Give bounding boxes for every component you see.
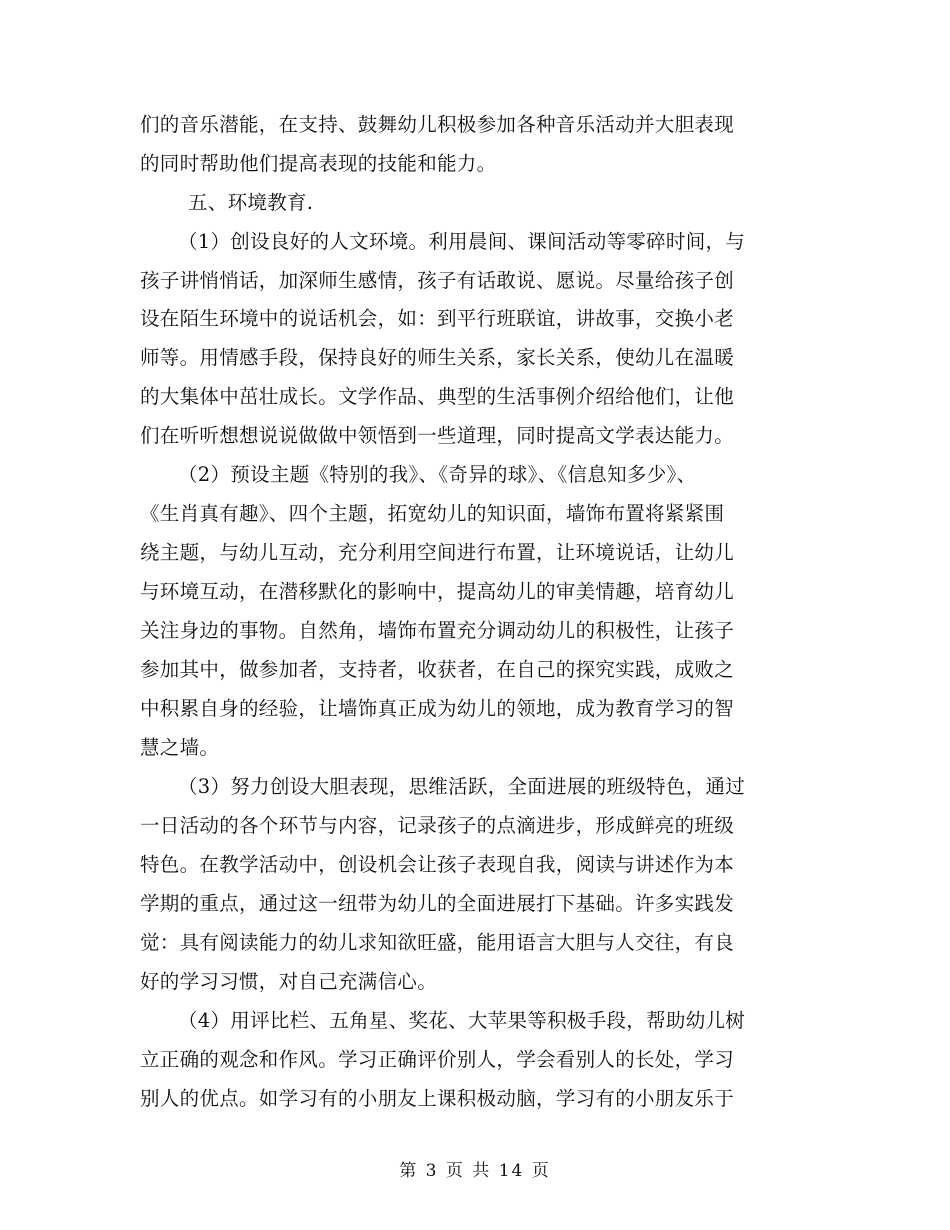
text-line: 师等。用情感手段，保持良好的师生关系，家长关系，使幼儿在温暖 xyxy=(140,346,735,369)
text-line: 学期的重点，通过这一纽带为幼儿的全面进展打下基础。许多实践发 xyxy=(140,892,735,915)
page-number-footer: 第 3 页 共 14 页 xyxy=(399,1161,551,1181)
text-line: 好的学习习惯，对自己充满信心。 xyxy=(140,970,438,993)
text-line: 立正确的观念和作风。学习正确评价别人，学会看别人的长处，学习 xyxy=(140,1048,735,1071)
text-line: 一日活动的各个环节与内容，记录孩子的点滴进步，形成鲜亮的班级 xyxy=(140,814,735,837)
text-line: （4）用评比栏、五角星、奖花、大苹果等积极手段，帮助幼儿树 xyxy=(178,1009,746,1032)
text-line: 设在陌生环境中的说话机会，如：到平行班联谊，讲故事，交换小老 xyxy=(140,307,735,330)
section-heading: 五、环境教育. xyxy=(188,191,314,214)
text-line: （3）努力创设大胆表现，思维活跃，全面进展的班级特色，通过 xyxy=(178,775,746,798)
text-line: 慧之墙。 xyxy=(140,736,220,759)
text-line: 孩子讲悄悄话，加深师生感情，孩子有话敢说、愿说。尽量给孩子创 xyxy=(140,269,735,292)
text-line: 中积累自身的经验，让墙饰真正成为幼儿的领地，成为教育学习的智 xyxy=(140,697,735,720)
text-line: 特色。在教学活动中，创设机会让孩子表现自我，阅读与讲述作为本 xyxy=(140,853,735,876)
text-line: （2）预设主题《特别的我》、《奇异的球》、《信息知多少》、 xyxy=(178,463,697,486)
text-line: 们在听听想想说说做做中领悟到一些道理，同时提高文学表达能力。 xyxy=(140,424,735,447)
text-line: 绕主题，与幼儿互动，充分利用空间进行布置，让环境说话，让幼儿 xyxy=(140,541,735,564)
text-line: （1）创设良好的人文环境。利用晨间、课间活动等零碎时间，与 xyxy=(178,230,746,253)
text-line: 别人的优点。如学习有的小朋友上课积极动脑，学习有的小朋友乐于 xyxy=(140,1087,735,1110)
text-line: 们的音乐潜能，在支持、鼓舞幼儿积极参加各种音乐活动并大胆表现 xyxy=(140,113,735,136)
text-line: 的大集体中茁壮成长。文学作品、典型的生活事例介绍给他们，让他 xyxy=(140,385,735,408)
text-line: 关注身边的事物。自然角，墙饰布置充分调动幼儿的积极性，让孩子 xyxy=(140,619,735,642)
text-line: 与环境互动，在潜移默化的影响中，提高幼儿的审美情趣，培育幼儿 xyxy=(140,580,735,603)
text-line: 参加其中，做参加者，支持者，收获者，在自己的探究实践，成败之 xyxy=(140,658,735,681)
text-line: 觉：具有阅读能力的幼儿求知欲旺盛，能用语言大胆与人交往，有良 xyxy=(140,931,735,954)
text-line: 《生肖真有趣》、四个主题，拓宽幼儿的知识面，墙饰布置将紧紧围 xyxy=(140,502,725,525)
text-line: 的同时帮助他们提高表现的技能和能力。 xyxy=(140,152,497,175)
